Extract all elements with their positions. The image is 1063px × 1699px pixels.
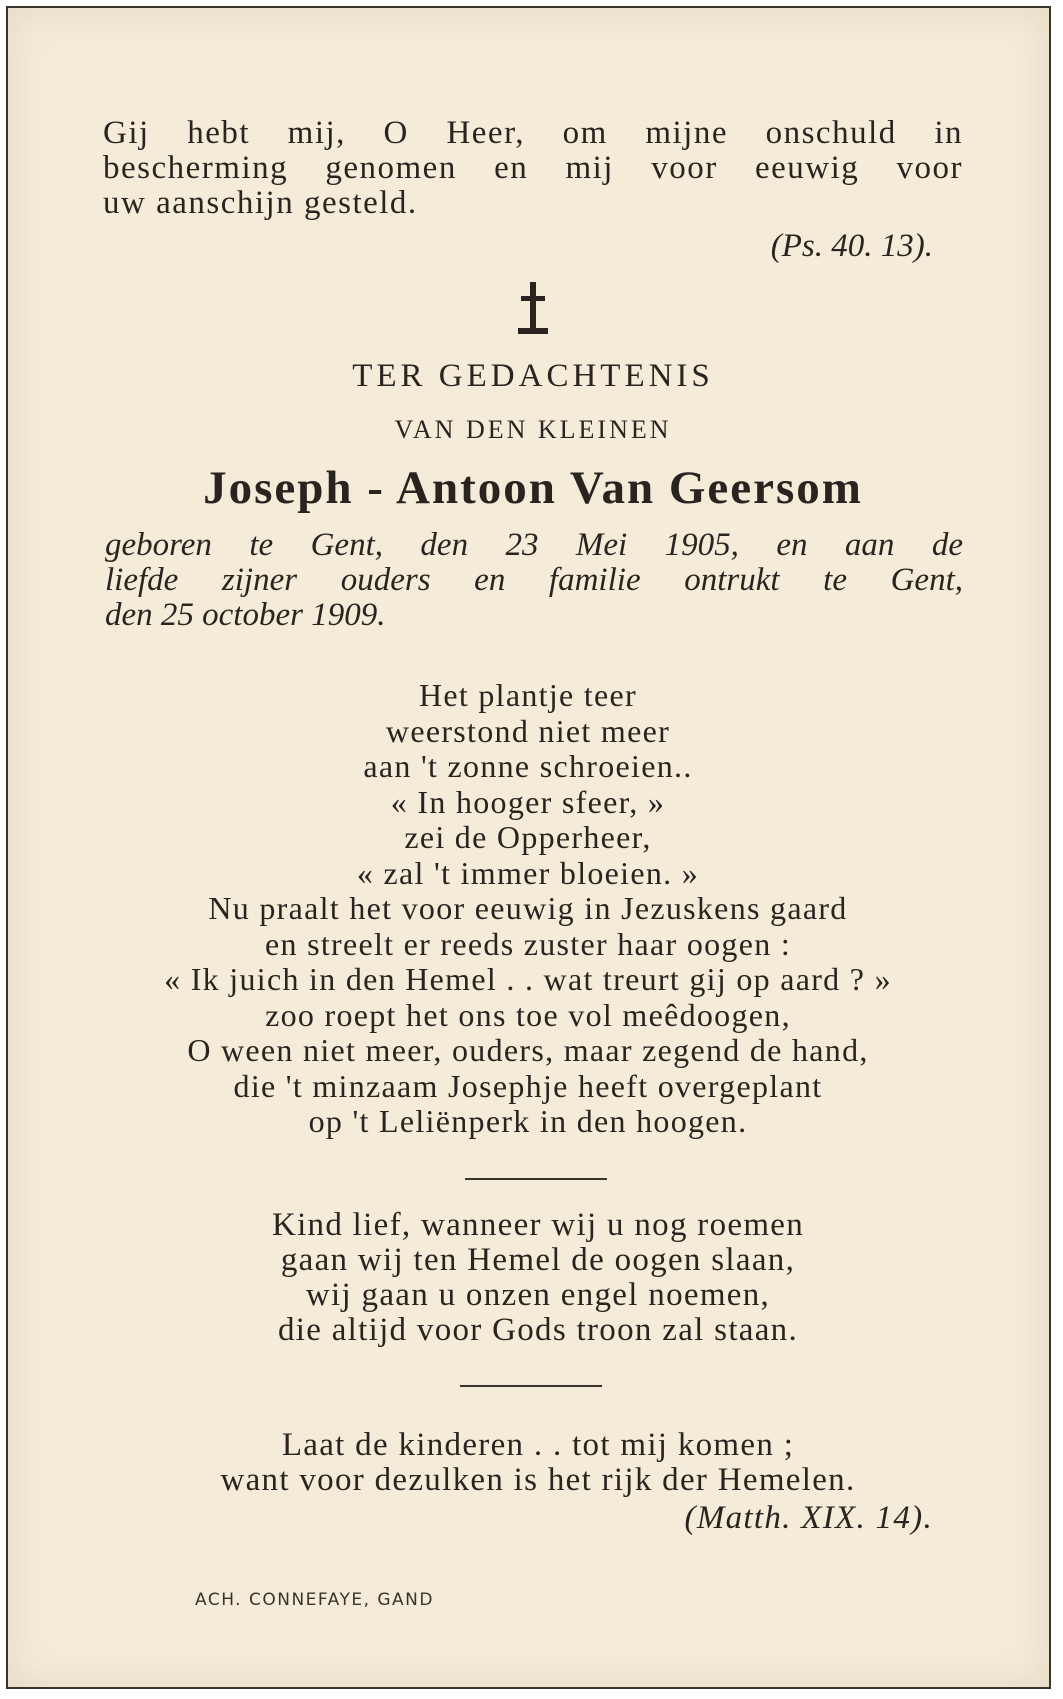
poem-line: « zal 't immer bloeien. » [356,854,700,891]
poem-line: O ween niet meer, ouders, maar zegend de hand, [187,1032,869,1068]
poem-line: zoo roept het ons toe vol meêdoogen, [265,996,791,1033]
quote-line: want voor dezulken is het rijk der Hemelen. [220,1462,856,1498]
quote-reference: (Matth. XIX. 14). [684,1500,933,1536]
memorial-card [6,6,1051,1689]
bible-quote [108,1428,968,1498]
printer-imprint: ACH. CONNEFAYE, GAND [195,1590,434,1610]
poem-line: en streelt er reeds zuster haar oogen : [264,925,792,962]
poem-line: weerstond niet meer [385,712,671,749]
birth-line: den 25 october 1909. [105,597,386,633]
poem-line: zei de Opperheer, [404,819,652,855]
psalm-line: uw aanschijn gesteld. [103,185,418,221]
poem-line: aan 't zonne schroeien.. [363,748,693,784]
birth-line: geboren te Gent, den 23 Mei 1905, en aan de [105,527,963,563]
subheading: VAN DEN KLEINEN [394,415,672,444]
poem-line: Kind lief, wanneer wij u nog roemen [271,1207,805,1243]
poem-line: die 't minzaam Josephje heeft overgeplant [233,1067,823,1104]
poem-line: op 't Leliënperk in den hoogen. [308,1103,748,1139]
poem-plantje [103,678,953,1140]
psalm-verse [103,116,963,221]
divider [465,1178,607,1180]
poem-line: « In hooger sfeer, » [390,783,666,820]
poem-line: « Ik juich in den Hemel . . wat treurt gij op aard ? » [164,961,892,997]
latin-cross-icon [513,280,553,338]
poem-line: Nu praalt het voor eeuwig in Jezuskens gaard [208,890,848,926]
poem-line: gaan wij ten Hemel de oogen slaan, [280,1242,796,1278]
poem-kind-lief [108,1208,968,1348]
poem-line: wij gaan u onzen engel noemen, [305,1277,771,1313]
quote-line: Laat de kinderen . . tot mij komen ; [281,1427,795,1463]
divider [460,1385,602,1387]
heading-in-memory: TER GEDACHTENIS [352,358,714,394]
psalm-reference: (Ps. 40. 13). [770,228,933,264]
birth-death-text [105,528,963,633]
psalm-line: Gij hebt mij, O Heer, om mijne onschuld in [103,115,963,151]
poem-line: die altijd voor Gods troon zal staan. [277,1312,799,1348]
psalm-line: bescherming genomen en mij voor eeuwig voor [103,150,963,186]
birth-line: liefde zijner ouders en familie ontrukt te Gent, [105,562,963,598]
poem-line: Het plantje teer [418,677,638,713]
deceased-name: Joseph - Antoon Van Geersom [203,462,863,514]
